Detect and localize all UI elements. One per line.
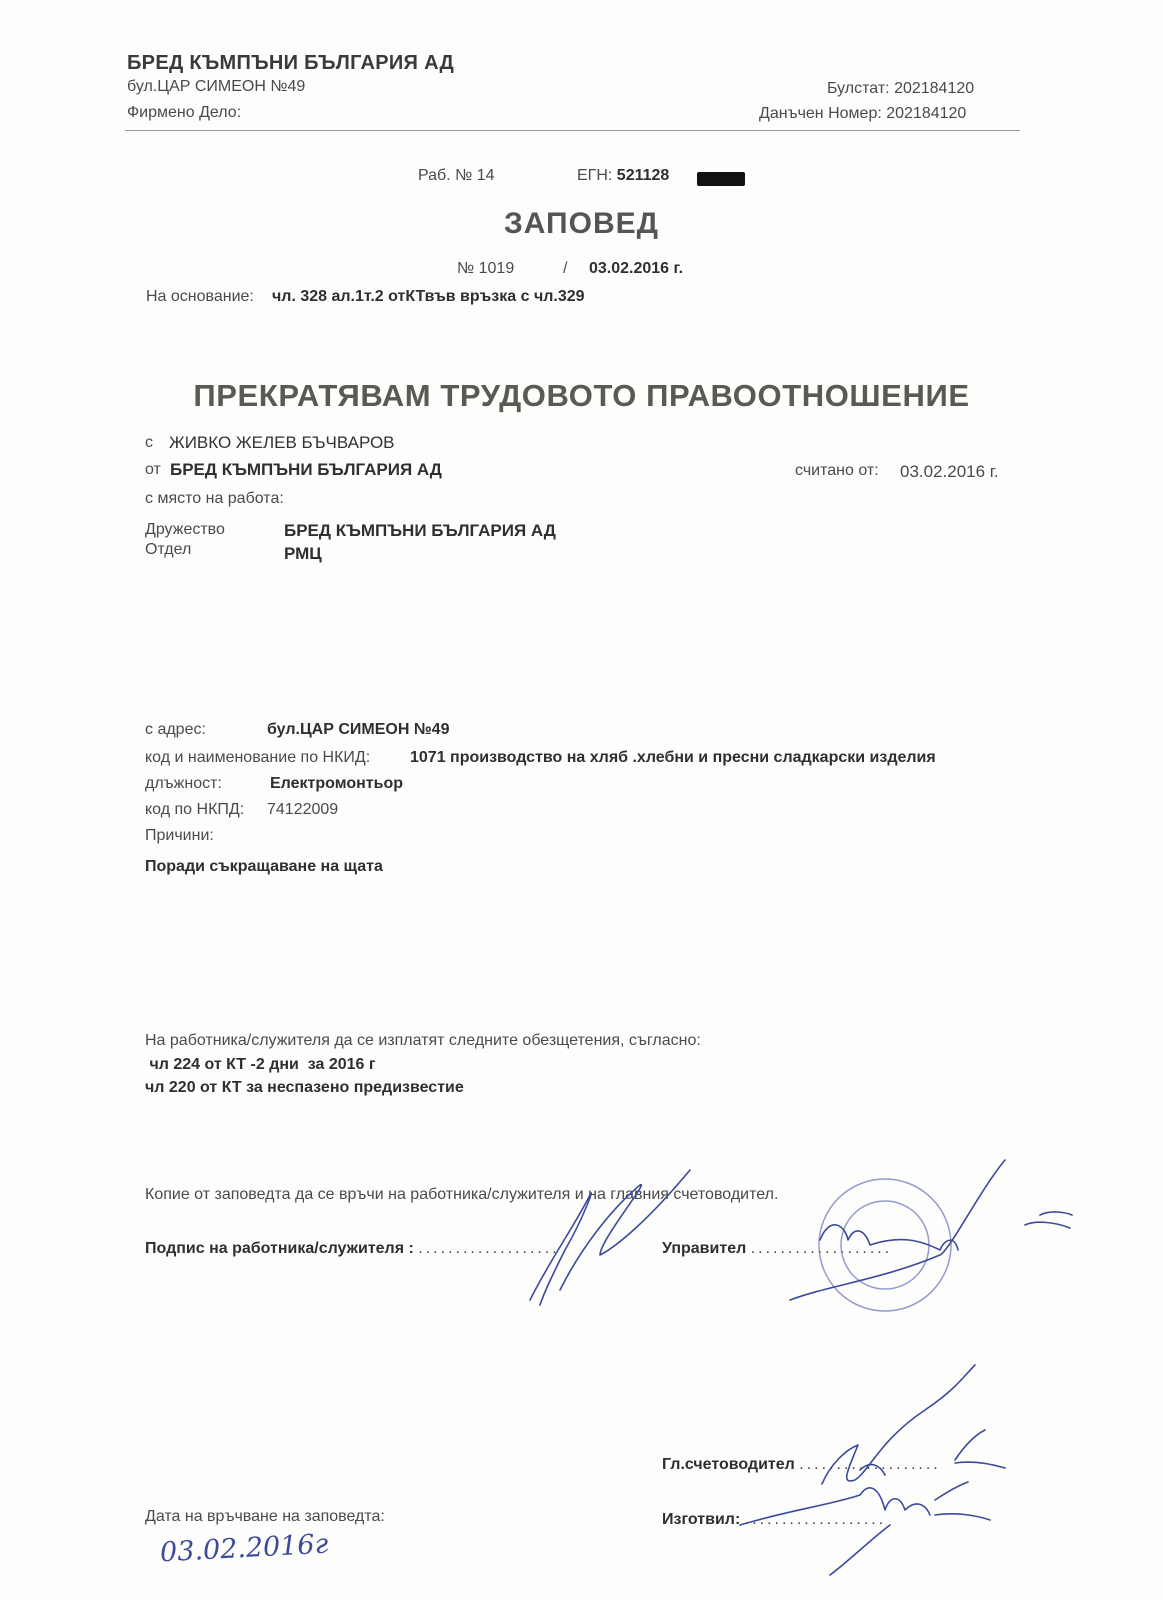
tax-label: Данъчен Номер: <box>759 105 882 122</box>
bulstat-value: 202184120 <box>894 80 975 97</box>
signature-dots: ................... <box>799 1456 941 1473</box>
manager-label: Управител <box>662 1240 747 1257</box>
employer-name: БРЕД КЪМПЪНИ БЪЛГАРИЯ АД <box>170 460 442 479</box>
position-label: длъжност: <box>145 775 222 792</box>
signature-dots: ................... <box>750 1240 893 1257</box>
address-value: бул.ЦАР СИМЕОН №49 <box>267 721 450 738</box>
reasons-label: Причини: <box>145 827 214 844</box>
firm-case-label: Фирмено Дело: <box>127 104 242 121</box>
department-label: Отдел <box>145 541 192 558</box>
address-label: с адрес: <box>145 721 206 738</box>
nkpd-value: 74122009 <box>267 801 339 818</box>
signature-dots: ................... <box>418 1240 560 1257</box>
nkid-value: 1071 производство на хляб .хлебни и пресни сладкарски изделия <box>410 749 936 766</box>
order-separator: / <box>563 260 568 277</box>
employee-name: ЖИВКО ЖЕЛЕВ БЪЧВАРОВ <box>169 433 395 452</box>
egn-label: ЕГН: <box>577 167 613 184</box>
workplace-label: с място на работа: <box>145 490 284 507</box>
position-value: Електромонтьор <box>270 775 403 792</box>
employee-signature-label: Подпис на работника/служителя : <box>145 1240 414 1257</box>
company-value: БРЕД КЪМПЪНИ БЪЛГАРИЯ АД <box>284 521 556 540</box>
company-stamp <box>819 1179 951 1311</box>
tax-value: 202184120 <box>886 105 967 122</box>
company-label: Дружество <box>145 521 225 538</box>
from-label: от <box>145 461 161 478</box>
compensation-line: чл 224 от КТ -2 дни за 2016 г <box>145 1056 376 1073</box>
department-value: РМЦ <box>284 544 322 563</box>
with-label: с <box>145 434 153 451</box>
document-title: ЗАПОВЕД <box>503 207 659 240</box>
copies-note: Копие от заповедта да се връчи на работника/служителя и на главния счетоводител. <box>145 1186 779 1203</box>
egn-value: 521128 <box>616 167 670 184</box>
effective-label: считано от: <box>795 462 879 479</box>
prepared-by-signature <box>740 1482 990 1575</box>
basis-label: На основание: <box>146 288 254 305</box>
order-date: 03.02.2016 г. <box>589 260 684 277</box>
bulstat-label: Булстат: <box>827 80 890 97</box>
manager-signature <box>790 1160 1072 1300</box>
order-number-label: № <box>457 260 475 277</box>
order-number-value: 1019 <box>478 260 515 277</box>
nkpd-label: код по НКПД: <box>145 801 245 818</box>
company-address: бул.ЦАР СИМЕОН №49 <box>127 78 306 95</box>
chief-accountant-signature <box>822 1365 1005 1484</box>
basis-value: чл. 328 ал.1т.2 отКТвъв връзка с чл.329 <box>272 288 585 305</box>
reasons-value: Поради съкращаване на щата <box>145 858 383 875</box>
delivery-date-handwritten: 03.02.2016г <box>159 1528 329 1569</box>
rab-label: Раб. № <box>418 167 473 184</box>
employee-signature <box>530 1170 690 1305</box>
chief-accountant-label: Гл.счетоводител <box>662 1456 795 1473</box>
compensation-intro: На работника/служителя да се изплатят следните обезщетения, съгласно: <box>145 1032 701 1049</box>
nkid-label: код и наименование по НКИД: <box>145 749 371 766</box>
signature-dots: ................... <box>744 1511 887 1528</box>
rab-value: 14 <box>476 167 495 184</box>
delivery-date-label: Дата на връчване на заповедта: <box>145 1508 385 1525</box>
compensation-line: чл 220 от КТ за неспазено предизвестие <box>145 1079 464 1096</box>
effective-date: 03.02.2016 г. <box>900 462 999 481</box>
company-name: БРЕД КЪМПЪНИ БЪЛГАРИЯ АД <box>127 52 455 74</box>
prepared-by-label: Изготвил: <box>662 1511 741 1528</box>
order-action: ПРЕКРАТЯВАМ ТРУДОВОТО ПРАВООТНОШЕНИЕ <box>193 378 970 413</box>
